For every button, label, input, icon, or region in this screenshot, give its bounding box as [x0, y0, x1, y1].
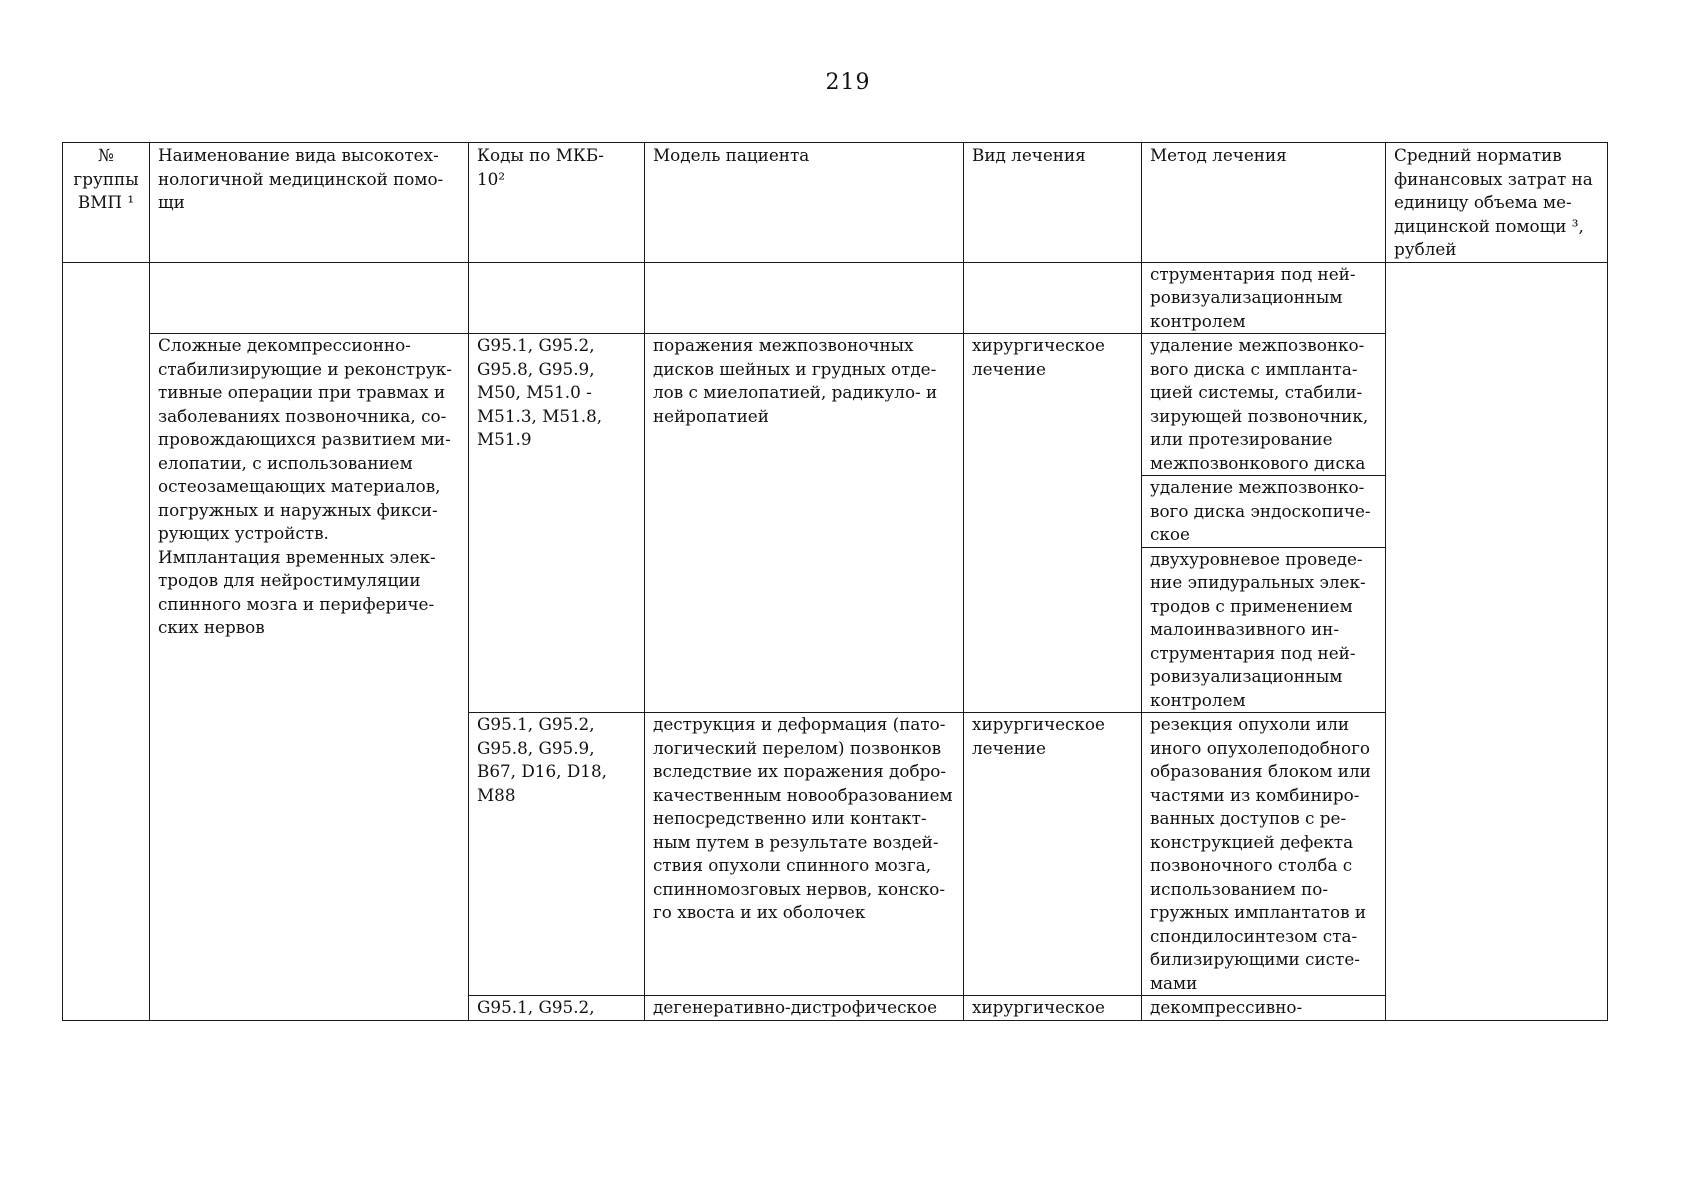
- header-group-number: № группы ВМП ¹: [63, 143, 150, 263]
- header-vmp-name: Наименование вида высокотех- нологичной медицинской помо- щи: [150, 143, 469, 263]
- patient-model-cell: дегенеративно-дистрофическое: [645, 996, 964, 1021]
- empty-cell: [964, 262, 1142, 334]
- method-cell: резекция опухоли или иного опухолеподобного образования блоком или частями из комбиниро- ванных доступов с ре- конструкцией дефекта позвоночного столба с использованием по- гружных имплантатов и спондилосинтезом ста- билизирующими систе- мами: [1142, 713, 1386, 996]
- patient-model-cell: деструкция и деформация (пато- логический перелом) позвонков вследствие их поражения добро- качественным новообразованием непосредственно или контакт- ным путем в результате воздей- ствия опухоли спинного мозга, спинномозговых нервов, конско- го хвоста и их оболочек: [645, 713, 964, 996]
- icd-codes-cell: G95.1, G95.2, G95.8, G95.9, B67, D16, D18, M88: [469, 713, 645, 996]
- method-cell: удаление межпозвонко- вого диска эндоскопиче- ское: [1142, 476, 1386, 548]
- table-row: [63, 262, 1608, 334]
- empty-cell: [469, 262, 645, 334]
- treatment-type-cell: хирургическое лечение: [964, 334, 1142, 713]
- method-cell: декомпрессивно-: [1142, 996, 1386, 1021]
- table-header-row: [63, 143, 1608, 263]
- icd-codes-cell: G95.1, G95.2, G95.8, G95.9, M50, M51.0 - M51.3, M51.8, M51.9: [469, 334, 645, 713]
- header-cost-standard: Средний норматив финансовых затрат на единицу объема ме- дицинской помощи ³, рублей: [1386, 143, 1608, 263]
- page-number: 219: [825, 70, 871, 95]
- treatment-type-cell: хирургическое лечение: [964, 713, 1142, 996]
- header-treatment-method: Метод лечения: [1142, 143, 1386, 263]
- patient-model-cell: поражения межпозвоночных дисков шейных и грудных отде- лов с миелопатией, радикуло- и нейропатией: [645, 334, 964, 713]
- method-continuation: струментария под ней- ровизуализационным контролем: [1142, 262, 1386, 334]
- cost-cell: [1386, 262, 1608, 1020]
- table-row: [63, 334, 1608, 476]
- group-number-cell: [63, 262, 150, 1020]
- method-cell: двухуровневое проведе- ние эпидуральных элек- тродов с применением малоинвазивного ин- струментария под ней- ровизуализационным контролем: [1142, 547, 1386, 713]
- vmp-name-cell: Сложные декомпрессионно- стабилизирующие и реконструк- тивные операции при травмах и заболеваниях позвоночника, со- провождающихся развитием ми- елопатии, с использованием остеозамещающих материалов, погружных и наружных фикси- рующих устройств. Имплантация временных элек- тродов для нейростимуляции спинного мозга и перифериче- ских нервов: [150, 334, 469, 1021]
- header-icd-codes: Коды по МКБ- 10²: [469, 143, 645, 263]
- icd-codes-cell: G95.1, G95.2,: [469, 996, 645, 1021]
- header-treatment-type: Вид лечения: [964, 143, 1142, 263]
- vmp-table: [62, 142, 1608, 1021]
- method-cell: удаление межпозвонко- вого диска с импланта- цией системы, стабили- зирующей позвоночник, или протезирование межпозвонкового диска: [1142, 334, 1386, 476]
- empty-cell: [645, 262, 964, 334]
- empty-cell: [150, 262, 469, 334]
- header-patient-model: Модель пациента: [645, 143, 964, 263]
- treatment-type-cell: хирургическое: [964, 996, 1142, 1021]
